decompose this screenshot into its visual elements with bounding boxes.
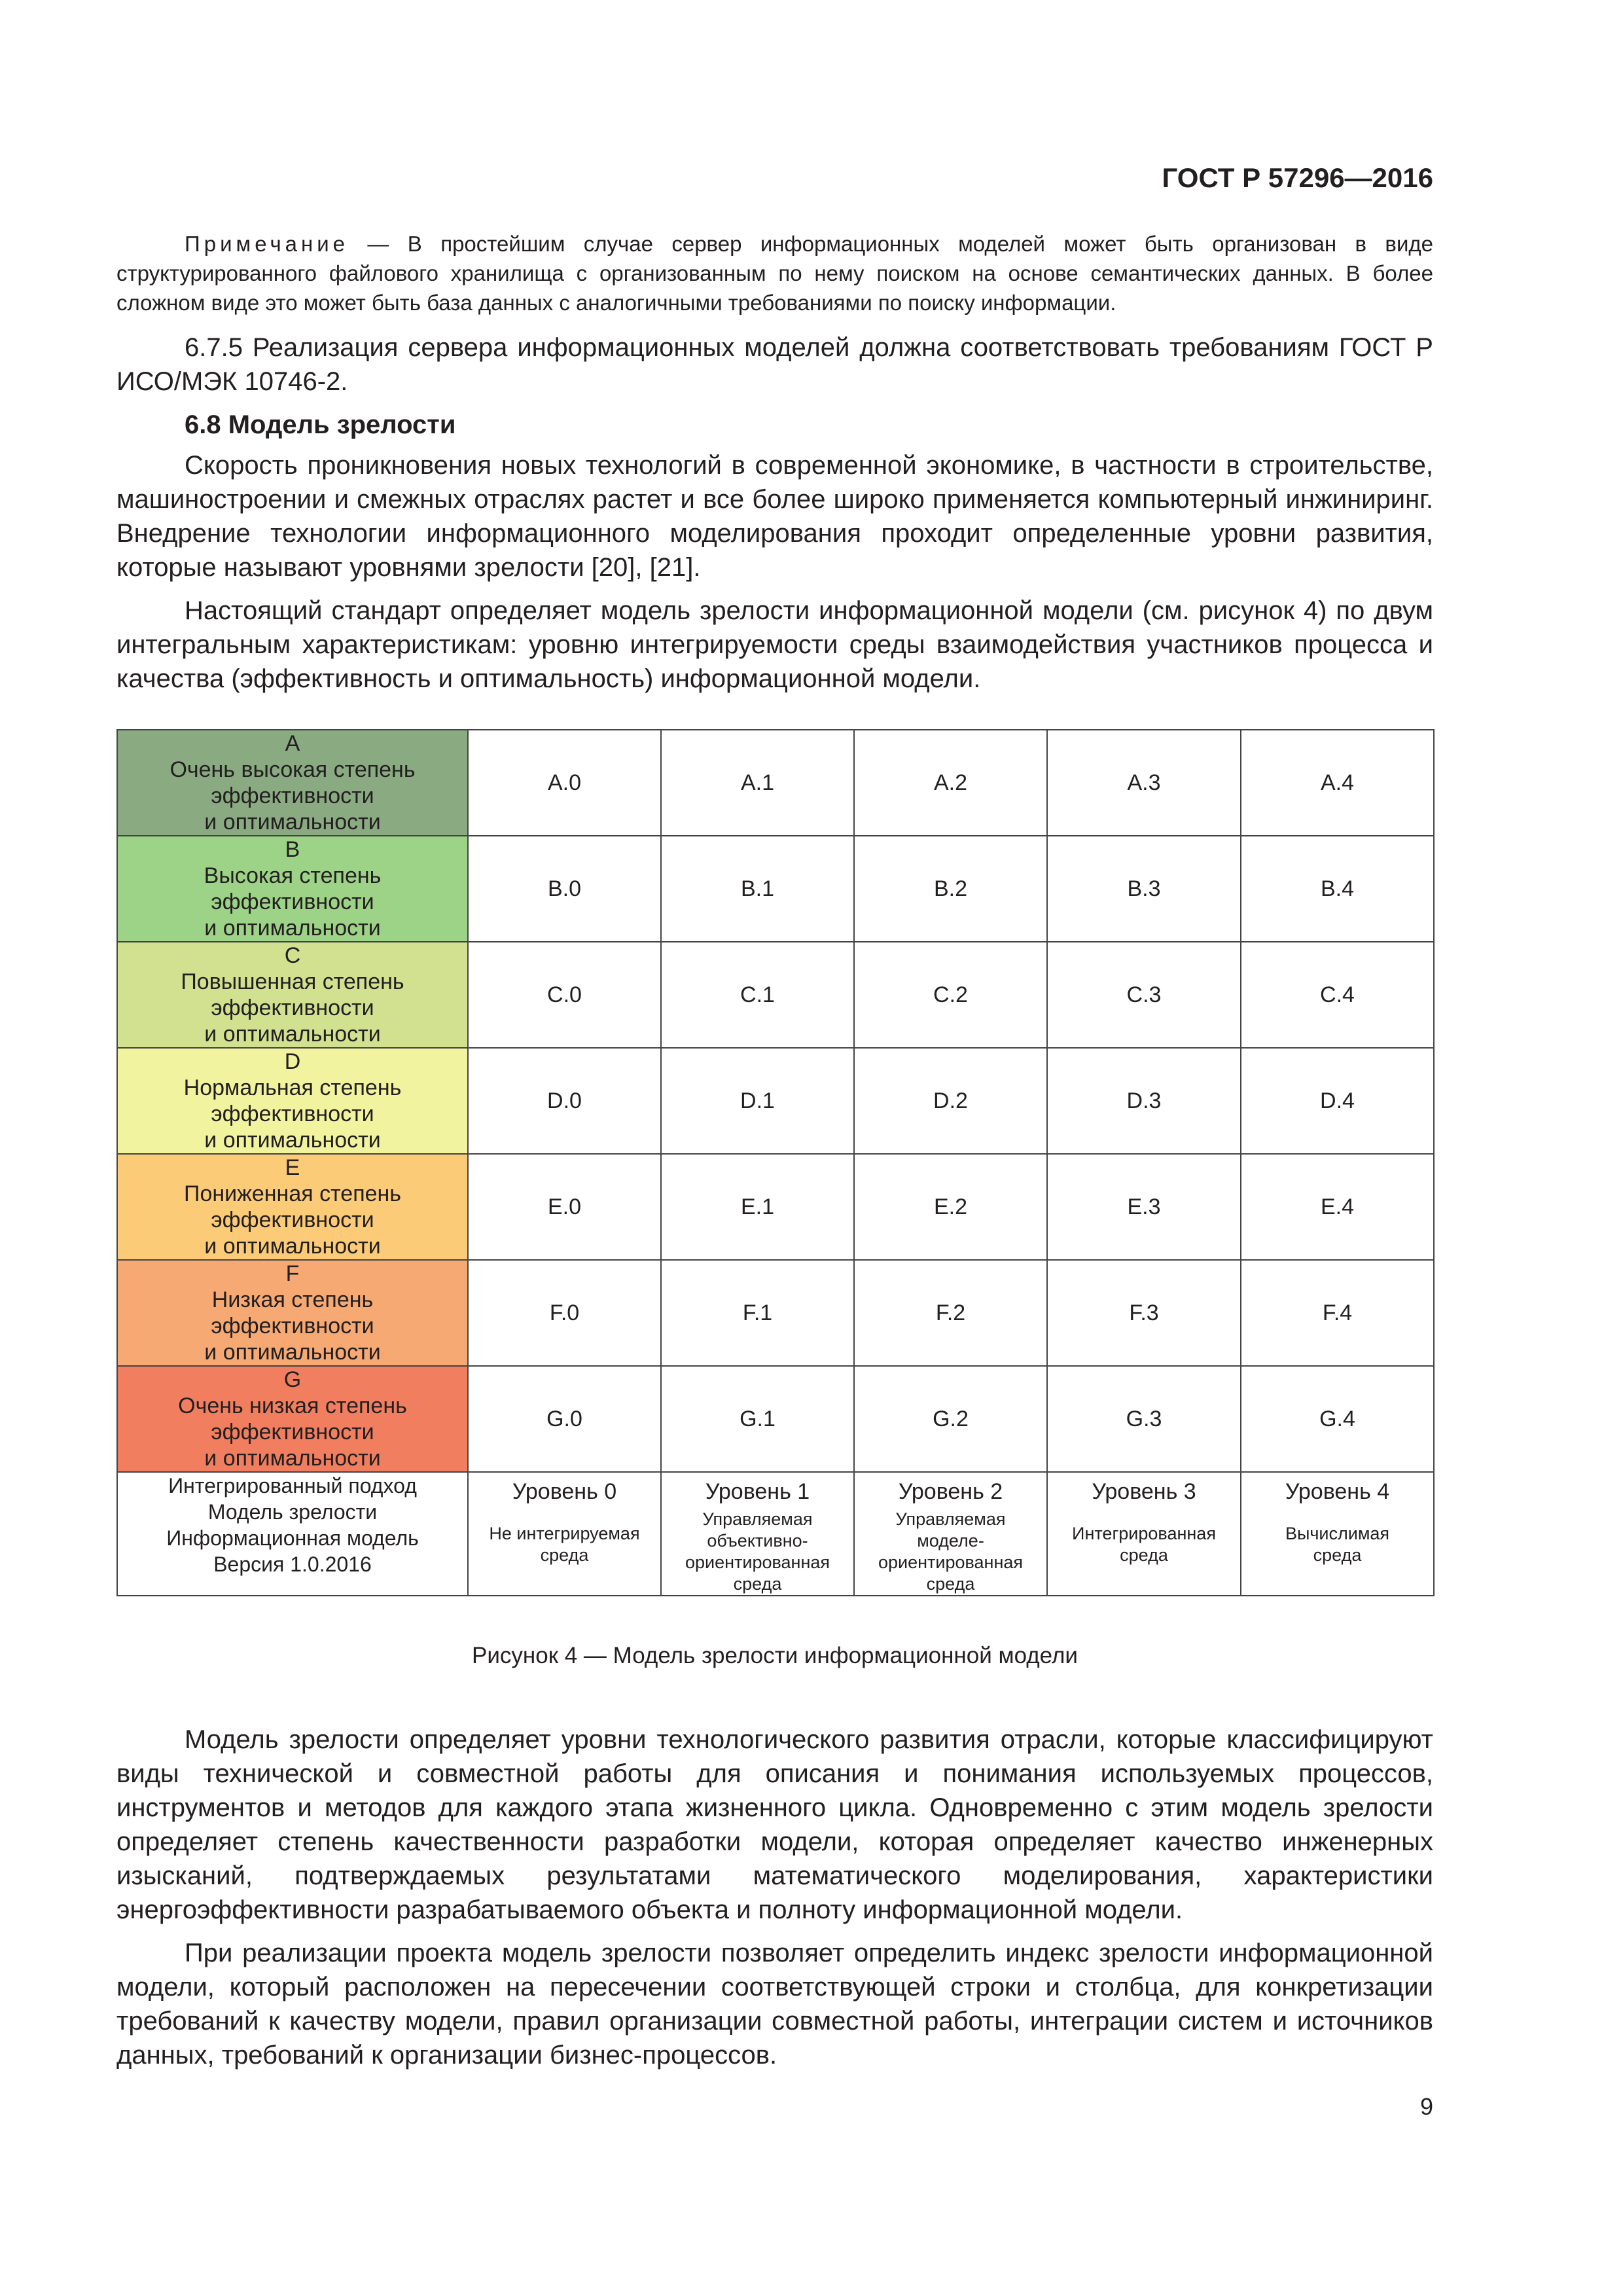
integration-level-description-line: Управляемая xyxy=(702,1509,813,1529)
matrix-row xyxy=(117,836,1434,942)
integration-level-cell xyxy=(854,1472,1047,1596)
maturity-index-cell: B.1 xyxy=(661,836,854,942)
quality-level-line2: эффективности xyxy=(211,1420,374,1444)
maturity-index-cell: D.2 xyxy=(854,1048,1047,1154)
quality-level-line2: эффективности xyxy=(211,1208,374,1232)
note-text: — В простейшим случае сервер информационных моделей может быть организован в виде структурированного файлового хранилища с организованным по нему поиском на основе семантических данных. В более сложном виде это может быть база данных с аналогичными требованиями по поиску информации. xyxy=(116,232,1433,315)
integration-level-description-line: среда xyxy=(926,1574,975,1594)
maturity-index-cell: A.2 xyxy=(854,730,1047,836)
maturity-index-cell: F.1 xyxy=(661,1260,854,1366)
integration-level-description-line: среда xyxy=(1120,1545,1168,1565)
integration-level-description-line: объективно- xyxy=(707,1531,808,1551)
quality-level-line2: эффективности xyxy=(211,783,374,808)
note-label: Примечание xyxy=(185,232,349,256)
matrix-body xyxy=(117,730,1434,1596)
quality-level-cell xyxy=(117,730,468,836)
integration-level-title: Уровень 4 xyxy=(1285,1479,1390,1504)
quality-level-line3: и оптимальности xyxy=(204,810,381,834)
integration-level-description xyxy=(469,1523,660,1566)
section-text-top xyxy=(116,331,1433,705)
quality-level-line1: Пониженная степень xyxy=(184,1181,401,1206)
integration-level-cell xyxy=(468,1472,661,1596)
integration-level-description xyxy=(1048,1523,1240,1566)
matrix-row xyxy=(117,1048,1434,1154)
quality-level-cell xyxy=(117,1154,468,1260)
integration-level-description-line: среда xyxy=(733,1574,782,1594)
integration-level-cell xyxy=(1047,1472,1241,1596)
maturity-index-cell: F.2 xyxy=(854,1260,1047,1366)
quality-level-line1: Низкая степень xyxy=(211,1287,374,1312)
document-page xyxy=(116,0,1433,2296)
maturity-index-cell: D.0 xyxy=(468,1048,661,1154)
maturity-index-cell: D.3 xyxy=(1047,1048,1241,1154)
maturity-index-cell: A.0 xyxy=(468,730,661,836)
integration-level-description xyxy=(662,1509,853,1595)
maturity-matrix xyxy=(116,729,1435,1596)
model-info-line: Интегрированный подход xyxy=(168,1474,417,1498)
quality-level-letter: D xyxy=(284,1049,301,1074)
maturity-index-cell: D.1 xyxy=(661,1048,854,1154)
maturity-index-cell: A.1 xyxy=(661,730,854,836)
quality-level-cell xyxy=(117,1048,468,1154)
quality-level-line3: и оптимальности xyxy=(204,1340,381,1365)
integration-level-description-line: Не интегрируемая xyxy=(489,1524,640,1543)
maturity-index-cell: G.1 xyxy=(661,1366,854,1472)
after-paragraph-1: Модель зрелости определяет уровни технологического развития отрасли, которые классифицируют виды технической и совместной работы для описания и понимания используемых процессов, инструментов и методов для каждого этапа жизненного цикла. Одновременно с этим модель зрелости определяет степень качественности разработки модели, которая определяет качество инженерных изысканий, подтверждаемых результатами математического моделирования, характеристики энергоэффективности разрабатываемого объекта и полноту информационной модели. xyxy=(116,1725,1433,1924)
maturity-index-cell: C.2 xyxy=(854,942,1047,1048)
integration-level-description-line: Вычислимая xyxy=(1285,1524,1390,1543)
maturity-index-cell: A.3 xyxy=(1047,730,1241,836)
matrix-row xyxy=(117,1154,1434,1260)
maturity-index-cell: D.4 xyxy=(1241,1048,1434,1154)
note-paragraph xyxy=(116,229,1433,317)
maturity-index-cell: B.3 xyxy=(1047,836,1241,942)
integration-level-description xyxy=(1241,1523,1433,1566)
maturity-index-cell: A.4 xyxy=(1241,730,1434,836)
integration-level-description-line: Управляемая xyxy=(895,1509,1006,1529)
matrix-footer-row xyxy=(117,1472,1434,1596)
matrix-row xyxy=(117,942,1434,1048)
integration-level-title: Уровень 0 xyxy=(512,1479,617,1504)
quality-level-cell xyxy=(117,942,468,1048)
quality-level-letter: E xyxy=(285,1155,300,1180)
maturity-index-cell: C.1 xyxy=(661,942,854,1048)
section-6-8-paragraph-1: Скорость проникновения новых технологий в современной экономике, в частности в строительстве, машиностроении и смежных отраслях растет и все более широко применяется компьютерный инжиниринг. Внедрение технологии информационного моделирования проходит определенные уровни развития, которые называют уровнями зрелости [20], [21]. xyxy=(116,451,1433,582)
maturity-index-cell: F.3 xyxy=(1047,1260,1241,1366)
integration-level-description-line: среда xyxy=(1313,1545,1362,1565)
model-info-line: Информационная модель xyxy=(166,1526,419,1550)
model-info-cell xyxy=(117,1472,468,1596)
section-6-8-title: 6.8 Модель зрелости xyxy=(185,410,456,439)
model-info-line: Версия 1.0.2016 xyxy=(213,1552,372,1576)
integration-level-description-line: ориентированная xyxy=(685,1552,830,1572)
quality-level-line1: Повышенная степень xyxy=(181,969,404,994)
maturity-index-cell: C.0 xyxy=(468,942,661,1048)
maturity-index-cell: B.0 xyxy=(468,836,661,942)
quality-level-letter: B xyxy=(285,837,300,862)
quality-level-line1: Высокая степень xyxy=(204,863,382,888)
note-block xyxy=(116,229,1433,317)
after-paragraph-2: При реализации проекта модель зрелости позволяет определить индекс зрелости информационной модели, который расположен на пересечении соответствующей строки и столбца, для конкретизации требований к качеству модели, правил организации совместной работы, интеграции систем и источников данных, требований к организации бизнес-процессов. xyxy=(116,1939,1433,2070)
maturity-index-cell: G.2 xyxy=(854,1366,1047,1472)
quality-level-line3: и оптимальности xyxy=(204,1234,381,1259)
quality-level-line3: и оптимальности xyxy=(204,1128,381,1153)
quality-level-letter: G xyxy=(283,1367,302,1392)
quality-level-line1: Очень высокая степень xyxy=(169,757,416,782)
maturity-index-cell: E.0 xyxy=(468,1154,661,1260)
maturity-index-cell: F.0 xyxy=(468,1260,661,1366)
maturity-index-cell: E.4 xyxy=(1241,1154,1434,1260)
matrix-row xyxy=(117,1260,1434,1366)
quality-level-line3: и оптимальности xyxy=(204,1022,381,1047)
quality-level-line1: Очень низкая степень xyxy=(178,1393,407,1418)
integration-level-description-line: моделе- xyxy=(917,1531,984,1551)
matrix-row xyxy=(117,730,1434,836)
section-text-bottom xyxy=(116,1723,1433,2081)
page-number: 9 xyxy=(1419,2093,1433,2120)
matrix-row xyxy=(117,1366,1434,1472)
quality-level-letter: C xyxy=(284,943,301,968)
section-6-8-paragraph-2: Настоящий стандарт определяет модель зрелости информационной модели (см. рисунок 4) по двум интегральным характеристикам: уровню интегрируемости среды взаимодействия участников процесса и качества (эффективность и оптимальность) информационной модели. xyxy=(116,596,1433,693)
maturity-index-cell: E.1 xyxy=(661,1154,854,1260)
quality-level-letter: F xyxy=(285,1261,300,1286)
model-info-line: Модель зрелости xyxy=(207,1500,378,1524)
integration-level-title: Уровень 2 xyxy=(898,1479,1003,1504)
maturity-index-cell: G.0 xyxy=(468,1366,661,1472)
maturity-index-cell: E.2 xyxy=(854,1154,1047,1260)
maturity-index-cell: B.4 xyxy=(1241,836,1434,942)
integration-level-description-line: Интегрированная xyxy=(1072,1524,1216,1543)
quality-level-cell xyxy=(117,1260,468,1366)
maturity-index-cell: E.3 xyxy=(1047,1154,1241,1260)
quality-level-line1: Нормальная степень xyxy=(183,1075,402,1100)
integration-level-description-line: ориентированная xyxy=(878,1552,1024,1572)
document-header: ГОСТ Р 57296—2016 xyxy=(1162,162,1433,193)
quality-level-cell xyxy=(117,1366,468,1472)
maturity-index-cell: C.4 xyxy=(1241,942,1434,1048)
figure-caption: Рисунок 4 — Модель зрелости информационной модели xyxy=(472,1643,1078,1668)
quality-level-line2: эффективности xyxy=(211,889,374,914)
quality-level-letter: A xyxy=(285,731,300,756)
integration-level-description-line: среда xyxy=(540,1545,589,1565)
quality-level-line2: эффективности xyxy=(211,1314,374,1338)
section-6-7-5: 6.7.5 Реализация сервера информационных моделей должна соответствовать требованиям ГОСТ Р ИСО/МЭК 10746-2. xyxy=(116,333,1433,396)
integration-level-title: Уровень 1 xyxy=(705,1479,810,1504)
quality-level-cell xyxy=(117,836,468,942)
maturity-index-cell: C.3 xyxy=(1047,942,1241,1048)
integration-level-cell xyxy=(1241,1472,1434,1596)
integration-level-title: Уровень 3 xyxy=(1092,1479,1196,1504)
integration-level-cell xyxy=(661,1472,854,1596)
maturity-index-cell: B.2 xyxy=(854,836,1047,942)
maturity-index-cell: F.4 xyxy=(1241,1260,1434,1366)
quality-level-line2: эффективности xyxy=(211,1102,374,1126)
quality-level-line3: и оптимальности xyxy=(204,1446,381,1471)
maturity-index-cell: G.4 xyxy=(1241,1366,1434,1472)
integration-level-description xyxy=(855,1509,1046,1595)
quality-level-line2: эффективности xyxy=(211,996,374,1020)
maturity-index-cell: G.3 xyxy=(1047,1366,1241,1472)
quality-level-line3: и оптимальности xyxy=(204,916,381,941)
